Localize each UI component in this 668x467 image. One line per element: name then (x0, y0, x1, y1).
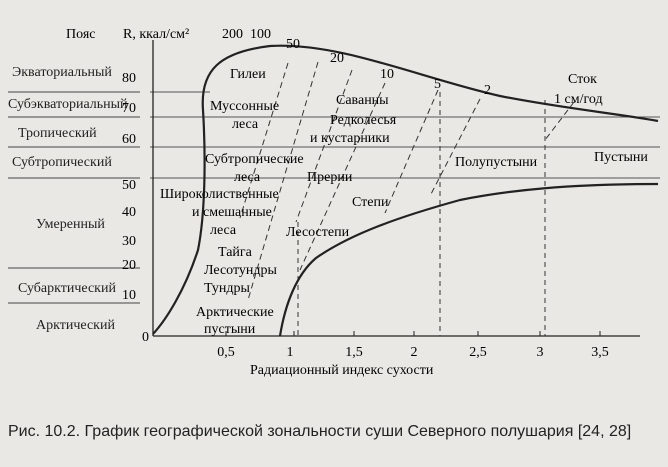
zone-mixed-forest-3: леса (210, 223, 237, 238)
belt-column-header: Пояс (66, 27, 96, 42)
zone-taiga: Тайга (218, 245, 252, 260)
runoff-label: 20 (330, 51, 344, 66)
runoff-title: Сток (568, 72, 597, 87)
figure-caption: Рис. 10.2. График географической зональности суши Северного полушария [24, 28] (8, 423, 632, 440)
belt-arctic: Арктический (36, 318, 115, 333)
zone-forest-steppe: Лесостепи (286, 225, 350, 240)
zone-subtropical-forest: Субтропические (205, 152, 304, 167)
x-tick-labels (217, 345, 609, 360)
zone-semidesert: Полупустыни (455, 155, 538, 170)
runoff-label: 100 (250, 27, 271, 42)
runoff-label: 2 (484, 83, 491, 98)
y-tick-label: 80 (122, 71, 136, 86)
belt-temperate: Умеренный (36, 217, 105, 232)
x-axis-title: Радиационный индекс сухости (250, 363, 434, 378)
x-tick-label: 0,5 (217, 345, 235, 360)
zone-tundra: Тундры (204, 281, 250, 296)
runoff-label: 10 (380, 67, 394, 82)
zone-mixed-forest-2: и смешанные (192, 205, 272, 220)
zone-gilei: Гилеи (230, 67, 266, 82)
y-axis-title: R, ккал/см² (123, 27, 190, 42)
zone-arctic-desert-2: пустыни (204, 322, 256, 337)
y-tick-label: 40 (122, 205, 136, 220)
belt-subarctic: Субарктический (18, 281, 116, 296)
zone-woodland: Редколесья (330, 113, 397, 128)
belt-labels (8, 65, 128, 333)
zone-woodland-2: и кустарники (310, 131, 390, 146)
zone-mixed-forest: Широколиственные (160, 187, 279, 202)
zone-forest-tundra: Лесотундры (204, 263, 277, 278)
belt-subequatorial: Субэкваториальный (8, 97, 128, 112)
runoff-label: 200 (222, 27, 243, 42)
x-tick-label: 2,5 (469, 345, 487, 360)
belt-tropical: Тропический (18, 126, 97, 141)
x-tick-label: 1,5 (345, 345, 363, 360)
zone-prairie: Прерии (307, 170, 353, 185)
zone-desert: Пустыни (594, 150, 648, 165)
lower-boundary-curve (280, 184, 658, 336)
runoff-label: 5 (434, 77, 441, 92)
x-tick-label: 2 (410, 345, 418, 360)
y-tick-label: 30 (122, 234, 136, 249)
runoff-value: 1 см/год (554, 92, 603, 107)
zone-savanna: Саванны (336, 93, 389, 108)
zone-monsoon-forest-2: леса (232, 117, 259, 132)
y-tick-label: 50 (122, 178, 136, 193)
x-tick-marks (226, 331, 600, 336)
x-tick-label: 3,5 (591, 345, 609, 360)
zone-arctic-desert: Арктические (196, 305, 274, 320)
y-tick-labels (122, 71, 149, 345)
x-tick-label: 3 (536, 345, 544, 360)
y-tick-label: 20 (122, 258, 136, 273)
y-tick-label: 70 (122, 101, 136, 116)
zone-subtropical-forest-2: леса (234, 170, 261, 185)
y-tick-label: 10 (122, 288, 136, 303)
zone-monsoon-forest: Муссонные (210, 99, 280, 114)
x-tick-label: 1 (286, 345, 294, 360)
y-tick-label: 0 (142, 330, 149, 345)
runoff-isoline (385, 90, 438, 213)
zone-steppe: Степи (352, 195, 389, 210)
runoff-label: 50 (286, 37, 300, 52)
runoff-labels (222, 27, 603, 107)
runoff-isolines (240, 62, 574, 300)
y-tick-label: 60 (122, 132, 136, 147)
belt-separators (8, 92, 140, 303)
belt-equatorial: Экваториальный (12, 65, 112, 80)
belt-subtropical: Субтропический (12, 155, 112, 170)
